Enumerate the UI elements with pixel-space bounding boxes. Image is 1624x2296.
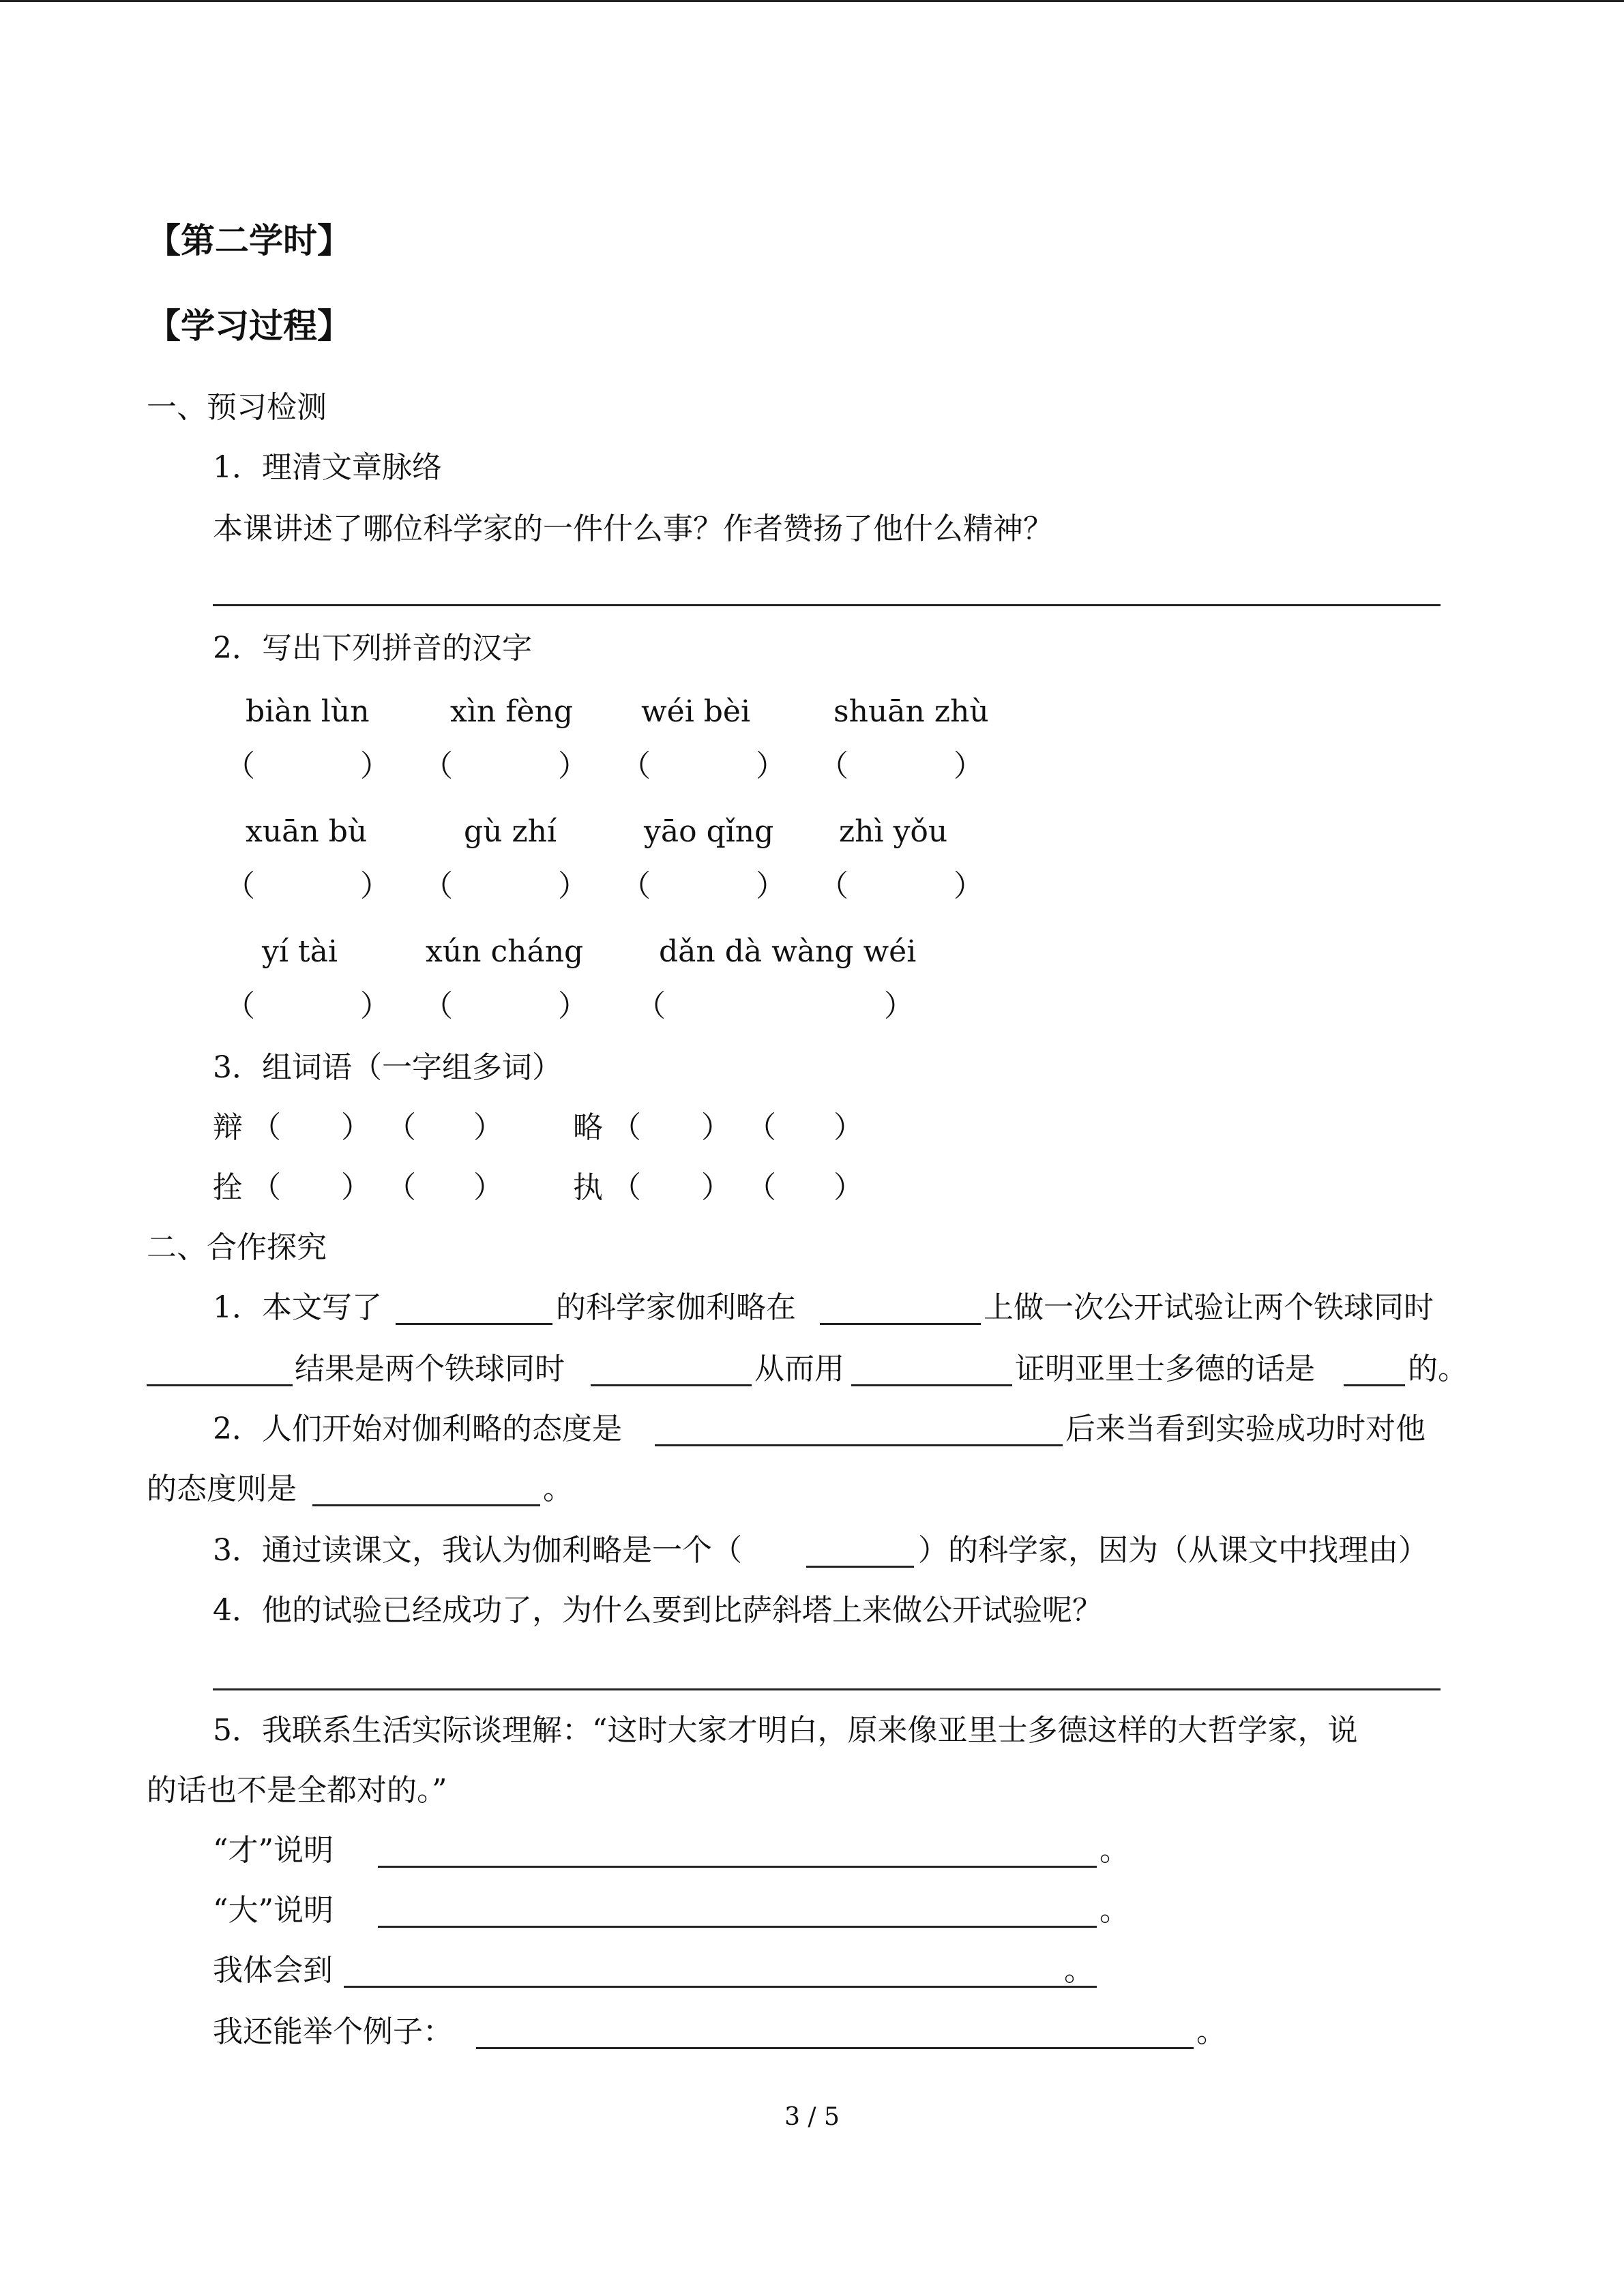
fill-blank[interactable] [820,1323,981,1325]
coop-q1-text: 的。 [1408,1352,1468,1386]
coop-q2-text: 的态度则是 [147,1472,297,1506]
fill-blank[interactable] [147,1384,293,1386]
section-1-title: 一、预习检测 [147,390,327,425]
fill-blank[interactable] [476,2047,1194,2049]
paren-close: ） [884,989,914,1024]
paren-open: （ [225,749,255,784]
fill-blank[interactable] [378,1866,1097,1868]
pinyin: wéi bèi [641,694,751,729]
paren-open: （ [251,1170,281,1205]
paren-open: （ [386,1170,416,1205]
coop-q1-text: 从而用 [754,1352,844,1386]
word-char: 略 [573,1110,603,1145]
pinyin: xìn fèng [450,694,574,729]
fill-blank[interactable] [591,1384,752,1386]
example-label: 我还能举个例子： [213,2014,453,2049]
paren-close: ） [833,1170,863,1205]
answer-line[interactable] [213,1688,1441,1690]
period: 。 [1064,1953,1094,1988]
paren-open: （ [818,869,848,904]
paren-open: （ [386,1110,416,1145]
paren-close: ） [360,989,390,1024]
coop-q4-text: 4．他的试验已经成功了，为什么要到比萨斜塔上来做公开试验呢？ [213,1593,1102,1628]
fill-blank[interactable] [1344,1384,1405,1386]
answer-line[interactable] [213,604,1441,606]
heading-second-period: 【第二学时】 [147,221,351,260]
word-char: 执 [573,1170,603,1205]
coop-q2-text: 。 [543,1472,573,1506]
coop-q1-text: 证明亚里士多德的话是 [1015,1352,1315,1386]
paren-close: ） [701,1110,731,1145]
fill-blank[interactable] [396,1323,552,1325]
paren-open: （ [423,869,453,904]
coop-q1-text: 1．本文写了 [213,1290,382,1325]
paren-close: ） [341,1110,371,1145]
pinyin: xuān bù [246,814,368,849]
paren-open: （ [423,989,453,1024]
paren-close: ） [701,1170,731,1205]
paren-open: （ [611,1170,641,1205]
coop-q1-text: 上做一次公开试验让两个铁球同时 [984,1290,1434,1325]
pinyin: zhì yǒu [839,814,948,849]
pinyin: shuān zhù [833,694,989,729]
da-label: “大”说明 [213,1893,334,1928]
paren-open: （ [251,1110,281,1145]
coop-q3-text: ）的科学家，因为（从课文中找理由） [918,1533,1428,1568]
coop-q3-text: 3．通过读课文，我认为伽利略是一个（ [213,1533,742,1568]
paren-open: （ [225,869,255,904]
period: 。 [1099,1893,1130,1928]
top-border [0,0,1624,2]
coop-q5-text: 5．我联系生活实际谈理解：“这时大家才明白，原来像亚里士多德这样的大哲学家，说 [213,1713,1358,1748]
paren-close: ） [954,749,984,784]
coop-q5-text: 的话也不是全都对的。” [147,1773,447,1808]
paren-close: ） [341,1170,371,1205]
paren-close: ） [558,989,588,1024]
q1-title: 1．理清文章脉络 [213,450,442,485]
paren-close: ） [756,869,786,904]
paren-open: （ [621,869,651,904]
coop-q1-text: 结果是两个铁球同时 [295,1352,565,1386]
q2-title: 2．写出下列拼音的汉字 [213,631,532,666]
fill-blank[interactable] [655,1444,1063,1446]
coop-q2-text: 2．人们开始对伽利略的态度是 [213,1412,622,1446]
pinyin: yāo qǐng [644,814,774,849]
word-char: 辩 [213,1110,243,1145]
q1-prompt: 本课讲述了哪位科学家的一件什么事？作者赞扬了他什么精神？ [213,511,1053,546]
q3-title: 3．组词语（一字组多词） [213,1050,562,1085]
paren-close: ） [954,869,984,904]
pinyin: dǎn dà wàng wéi [659,934,917,969]
fill-blank[interactable] [378,1926,1097,1928]
coop-q2-text: 后来当看到实验成功时对他 [1065,1412,1426,1446]
fill-blank[interactable] [806,1566,914,1568]
fill-blank[interactable] [312,1504,540,1506]
cai-label: “才”说明 [213,1833,334,1868]
paren-open: （ [611,1110,641,1145]
paren-close: ） [360,749,390,784]
paren-close: ） [360,869,390,904]
period: 。 [1099,1833,1130,1868]
paren-open: （ [621,749,651,784]
pinyin: yí tài [262,934,338,969]
paren-close: ） [473,1110,503,1145]
fill-blank[interactable] [851,1384,1012,1386]
paren-open: （ [225,989,255,1024]
paren-open: （ [746,1170,776,1205]
paren-close: ） [558,749,588,784]
paren-open: （ [423,749,453,784]
pinyin: gù zhí [464,814,557,849]
paren-close: ） [756,749,786,784]
paren-open: （ [746,1110,776,1145]
heading-learning-process: 【学习过程】 [147,306,351,346]
paren-close: ） [558,869,588,904]
pinyin: xún cháng [426,934,584,969]
section-2-title: 二、合作探究 [147,1230,327,1265]
paren-close: ） [473,1170,503,1205]
coop-q1-text: 的科学家伽利略在 [556,1290,796,1325]
paren-close: ） [833,1110,863,1145]
word-char: 拴 [213,1170,243,1205]
fill-blank[interactable] [344,1986,1097,1988]
period: 。 [1196,2014,1226,2049]
paren-open: （ [818,749,848,784]
tihui-label: 我体会到 [213,1953,333,1988]
page-number: 3 / 5 [784,2103,840,2131]
paren-open: （ [636,989,666,1024]
pinyin: biàn lùn [246,694,370,729]
